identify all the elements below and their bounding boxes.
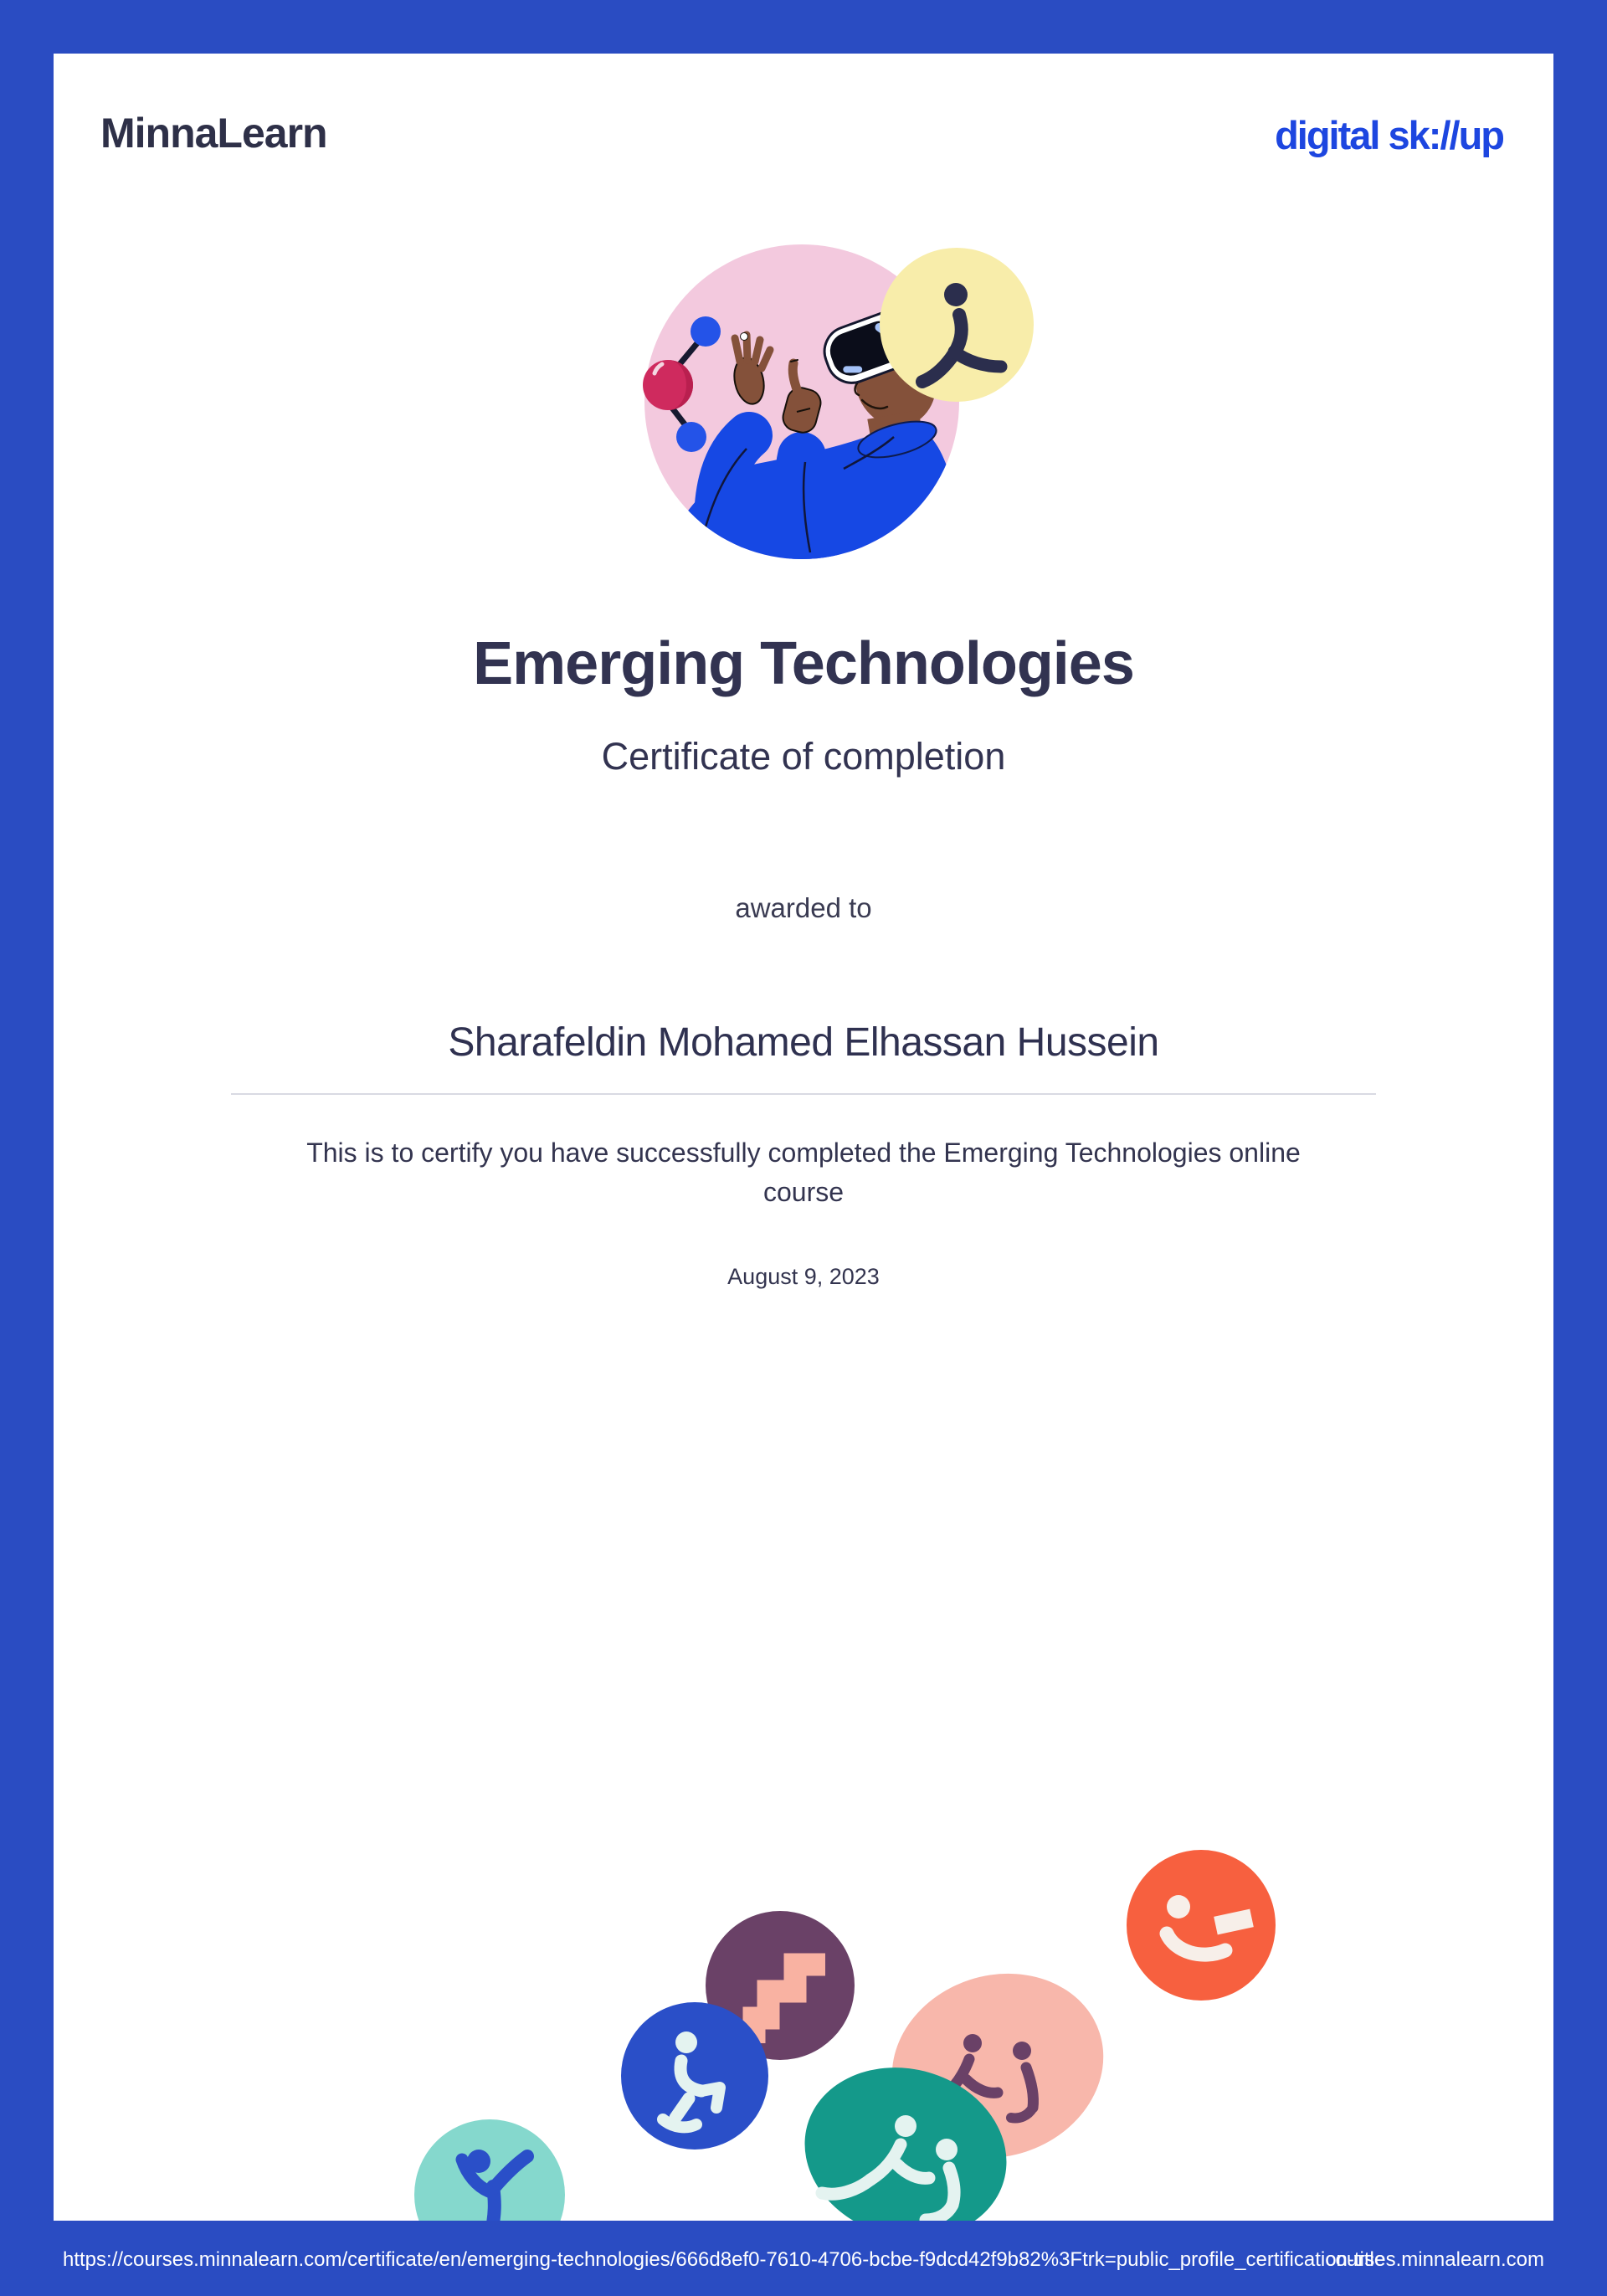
awarded-to-label: awarded to bbox=[735, 892, 872, 923]
certificate-subtitle: Certificate of completion bbox=[601, 735, 1006, 778]
recipient-name: Sharafeldin Mohamed Elhassan Hussein bbox=[448, 1020, 1159, 1065]
vr-learner-illustration bbox=[569, 218, 1071, 578]
completion-date: August 9, 2023 bbox=[727, 1264, 880, 1289]
certificate-card bbox=[54, 54, 1553, 2221]
statement-line-1: This is to certify you have successfully completed the Emerging Technologies online bbox=[306, 1138, 1301, 1168]
cheering-figure-blob bbox=[414, 2119, 565, 2221]
site-domain: courses.minnalearn.com bbox=[1325, 2248, 1544, 2271]
print-footer bbox=[0, 2221, 1607, 2296]
seated-figure-blob bbox=[621, 2002, 768, 2150]
minna-figure-badge bbox=[880, 248, 1034, 402]
community-figures-illustration bbox=[335, 1791, 1381, 2221]
smiley-wink-blob bbox=[1127, 1850, 1276, 2001]
digital-skillup-logo: digital sk://up bbox=[1275, 113, 1503, 157]
name-underline bbox=[231, 1093, 1376, 1095]
statement-line-2: course bbox=[762, 1177, 845, 1207]
certification-statement bbox=[54, 1133, 1553, 1212]
certificate-url: https://courses.minnalearn.com/certificate/en/emerging-technologies/666d8ef0-7610-4706-bcbe-f9dcd42f9b82%3Ftrk=public_profile_certification-title bbox=[63, 2248, 1386, 2271]
minnalearn-logo: MinnaLearn bbox=[100, 110, 327, 157]
course-title: Emerging Technologies bbox=[473, 630, 1134, 697]
